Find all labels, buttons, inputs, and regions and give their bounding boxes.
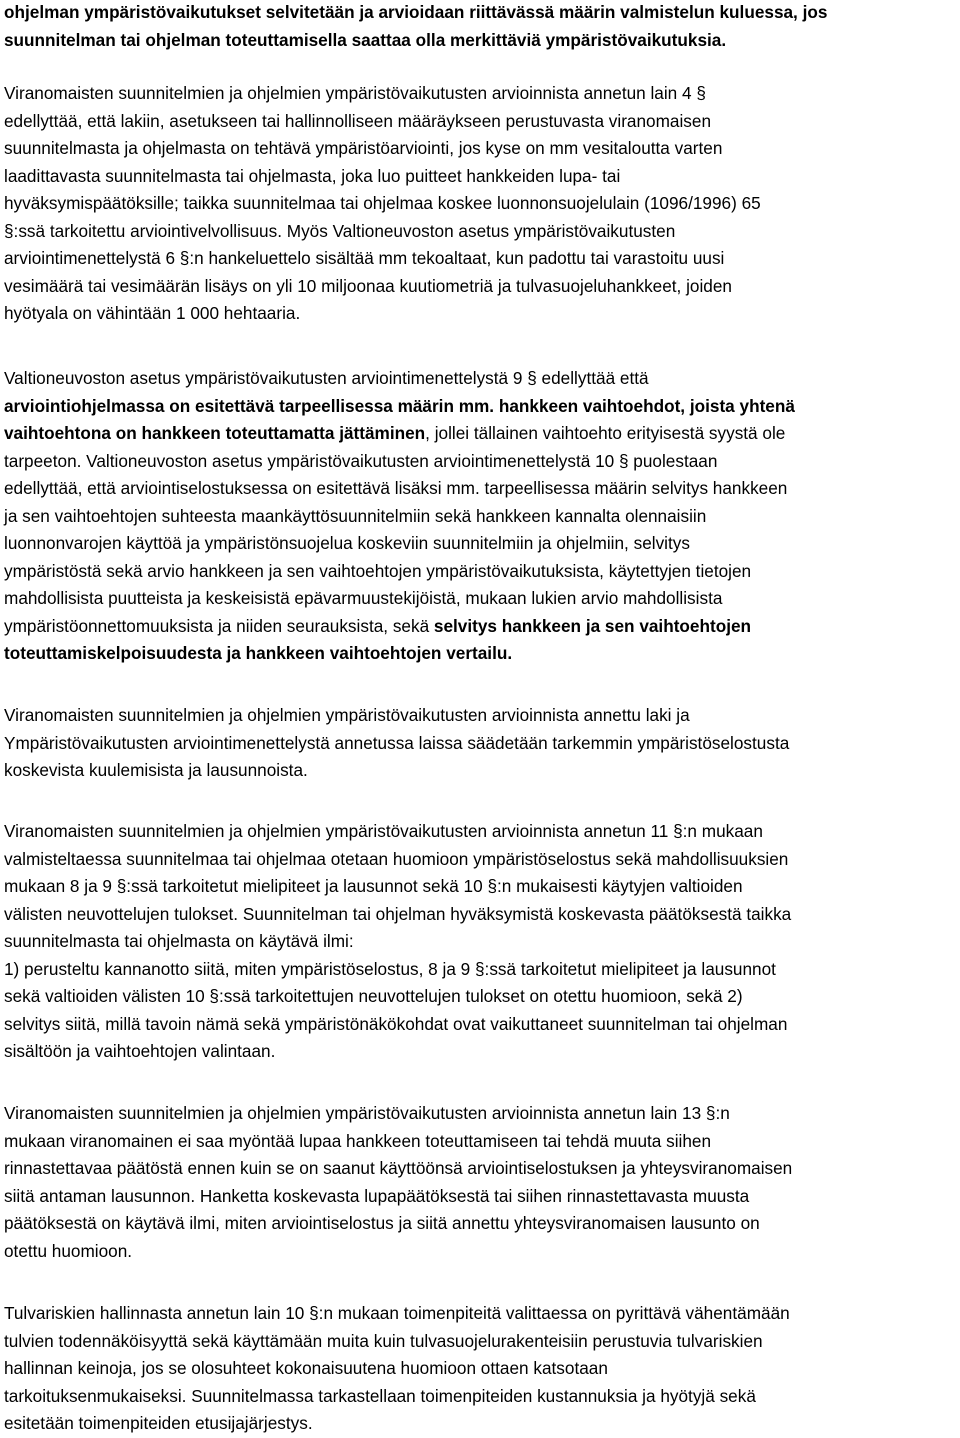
text-line <box>4 1383 958 1411</box>
text-run: siitä antaman lausunnon. Hanketta koskevasta lupapäätöksestä tai siihen rinnastettavasta muusta <box>4 1185 750 1206</box>
text-line <box>4 1038 958 1066</box>
text-line <box>4 448 958 476</box>
bold-text-run: vaihtoehtona on hankkeen toteuttamatta jättäminen <box>4 423 426 443</box>
paragraph-7 <box>4 1300 958 1438</box>
text-line <box>4 108 958 136</box>
text-line <box>4 585 958 613</box>
text-line <box>4 873 958 901</box>
text-line <box>4 0 958 27</box>
text-run: suunnitelmasta tai ohjelmasta on käytävä ilmi: <box>4 931 354 951</box>
text-line <box>4 1355 958 1383</box>
paragraph-1 <box>4 0 958 54</box>
bold-text-run: ohjelman ympäristövaikutukset selvitetään ja arvioidaan riittävässä määrin valmistelun kuluessa, jos <box>4 2 828 22</box>
text-line <box>4 27 958 55</box>
text-run: koskevista kuulemisista ja lausunnoista. <box>4 760 308 780</box>
text-line <box>4 503 958 531</box>
text-run: otettu huomioon. <box>4 1240 133 1261</box>
text-run: mukaan viranomainen ei saa myöntää lupaa hankkeen toteuttamiseen tai tehdä muuta siihen <box>4 1130 712 1151</box>
text-line <box>4 135 958 163</box>
text-run: edellyttää, että arviointiselostuksessa on esitettävä lisäksi mm. tarpeellisessa määrin selvitys hankkeen <box>4 478 788 498</box>
text-line <box>4 613 958 641</box>
text-line <box>4 1128 958 1156</box>
text-run: päätöksestä on käytävä ilmi, miten arviointiselostus ja siitä annettu yhteysviranomaisen lausunto on <box>4 1213 760 1233</box>
text-line <box>4 365 958 393</box>
text-line <box>4 80 958 108</box>
text-run: §:ssä tarkoitettu arviointivelvollisuus. Myös Valtioneuvoston asetus ympäristövaikutusten <box>4 220 676 241</box>
paragraph-3 <box>4 365 958 668</box>
text-run: laadittavasta suunnitelmasta tai ohjelmasta, joka luo puitteet hankkeiden lupa- tai <box>4 165 621 186</box>
text-line <box>4 1100 958 1128</box>
bold-text-run: suunnitelman tai ohjelman toteuttamisella saattaa olla merkittäviä ympäristövaikutuksia. <box>4 29 727 50</box>
text-line <box>4 1238 958 1266</box>
text-line <box>4 1210 958 1238</box>
text-run: valmisteltaessa suunnitelmaa tai ohjelmaa otetaan huomioon ympäristöselostus sekä mahdollisuuksien <box>4 848 789 869</box>
text-run: arviointimenettelystä 6 §:n hankeluettelo sisältää mm tekoaltaat, kun padottu tai varastoitu uusi <box>4 248 725 268</box>
text-line <box>4 956 958 984</box>
bold-text-run: selvitys hankkeen ja sen vaihtoehtojen <box>433 615 752 636</box>
text-run: 1) perusteltu kannanotto siitä, miten ympäristöselostus, 8 ja 9 §:ssä tarkoitetut mielipiteet ja lausunnot <box>4 958 776 979</box>
text-line <box>4 730 958 758</box>
text-line <box>4 1300 958 1328</box>
text-line <box>4 475 958 503</box>
text-run: tarkoituksenmukaiseksi. Suunnitelmassa tarkastellaan toimenpiteiden kustannuksia ja hyötyjä sekä <box>4 1385 756 1406</box>
bold-text-run: toteuttamiskelpoisuudesta ja hankkeen vaihtoehtojen vertailu. <box>4 643 513 663</box>
bold-text-run: arviointiohjelmassa on esitettävä tarpeellisessa määrin mm. hankkeen vaihtoehdot, joista yhtenä <box>4 395 795 416</box>
text-run: ja sen vaihtoehtojen suhteesta maankäyttösuunnitelmiin sekä hankkeen kannalta olennaisiin <box>4 505 707 526</box>
text-run: mukaan 8 ja 9 §:ssä tarkoitetut mielipiteet ja lausunnot sekä 10 §:n mukaisesti käytyjen valtioiden <box>4 876 743 896</box>
text-line <box>4 640 958 668</box>
text-run: sekä valtioiden välisten 10 §:ssä tarkoitettujen neuvottelujen tulokset on otettu huomioon, sekä 2) <box>4 986 743 1006</box>
text-run: välisten neuvottelujen tulokset. Suunnitelman tai ohjelman hyväksymistä koskevasta päätöksestä taikka <box>4 903 792 924</box>
text-run: ympäristöonnettomuuksista ja niiden seurauksista, sekä <box>4 615 434 636</box>
text-run: Tulvariskien hallinnasta annetun lain 10 §:n mukaan toimenpiteitä valittaessa on pyrittävä vähentämään <box>4 1303 790 1323</box>
text-line <box>4 1183 958 1211</box>
text-run: hyötyala on vähintään 1 000 hehtaaria. <box>4 303 301 323</box>
text-line <box>4 420 958 448</box>
text-line <box>4 757 958 785</box>
text-line <box>4 218 958 246</box>
text-line <box>4 300 958 328</box>
text-run: tarpeeton. Valtioneuvoston asetus ympäristövaikutusten arviointimenettelystä 10 § puolestaan <box>4 450 718 471</box>
text-line <box>4 983 958 1011</box>
text-run: edellyttää, että lakiin, asetukseen tai hallinnolliseen määräykseen perustuvasta viranomaisen <box>4 110 712 131</box>
text-run: Viranomaisten suunnitelmien ja ohjelmien ympäristövaikutusten arvioinnista annetun lain 13 §:n <box>4 1103 730 1123</box>
text-line <box>4 901 958 929</box>
text-line <box>4 273 958 301</box>
paragraph-2 <box>4 80 958 328</box>
text-line <box>4 702 958 730</box>
text-run: rinnastettavaa päätöstä ennen kuin se on saanut käyttöönsä arviointiselostuksen ja yhteysviranomaisen <box>4 1158 793 1178</box>
text-line <box>4 846 958 874</box>
text-line <box>4 1011 958 1039</box>
text-run: Viranomaisten suunnitelmien ja ohjelmien ympäristövaikutusten arvioinnista annetun 11 §:n mukaan <box>4 821 763 841</box>
text-run: esitetään toimenpiteiden etusijajärjestys. <box>4 1413 313 1433</box>
text-line <box>4 530 958 558</box>
text-run: , jollei tällainen vaihtoehto erityisestä syystä ole <box>425 423 786 443</box>
text-run: hyväksymispäätöksille; taikka suunnitelmaa tai ohjelmaa koskee luonnonsuojelulain (1096/1996) 65 <box>4 193 761 213</box>
text-line <box>4 190 958 218</box>
text-run: Viranomaisten suunnitelmien ja ohjelmien ympäristövaikutusten arvioinnista annetun lain 4 § <box>4 83 706 103</box>
text-line <box>4 1328 958 1356</box>
text-run: Ympäristövaikutusten arviointimenettelystä annetussa laissa säädetään tarkemmin ympäristöselostusta <box>4 732 790 753</box>
text-run: Valtioneuvoston asetus ympäristövaikutusten arviointimenettelystä 9 § edellyttää että <box>4 368 649 388</box>
text-run: luonnonvarojen käyttöä ja ympäristönsuojelua koskeviin suunnitelmiin ja ohjelmiin, selvitys <box>4 533 690 553</box>
text-line <box>4 1410 958 1438</box>
text-line <box>4 393 958 421</box>
text-line <box>4 163 958 191</box>
text-line <box>4 245 958 273</box>
text-run: mahdollisista puutteista ja keskeisistä epävarmuustekijöistä, mukaan lukien arvio mahdollisista <box>4 588 723 608</box>
text-run: ympäristöstä sekä arvio hankkeen ja sen vaihtoehtojen ympäristövaikutuksista, käytettyjen tietojen <box>4 560 752 581</box>
paragraph-5 <box>4 818 958 1066</box>
text-line <box>4 818 958 846</box>
text-line <box>4 928 958 956</box>
text-run: Viranomaisten suunnitelmien ja ohjelmien ympäristövaikutusten arvioinnista annettu laki ja <box>4 705 690 725</box>
text-run: vesimäärä tai vesimäärän lisäys on yli 10 miljoonaa kuutiometriä ja tulvasuojeluhankkeet, joiden <box>4 275 732 296</box>
text-line <box>4 1155 958 1183</box>
text-line <box>4 558 958 586</box>
paragraph-6 <box>4 1100 958 1265</box>
text-run: tulvien todennäköisyyttä sekä käyttämään muita kuin tulvasuojelurakenteisiin perustuvia tulvariskien <box>4 1330 763 1351</box>
paragraph-4 <box>4 702 958 785</box>
text-run: sisältöön ja vaihtoehtojen valintaan. <box>4 1041 276 1061</box>
text-run: hallinnan keinoja, jos se olosuhteet kokonaisuutena huomioon ottaen katsotaan <box>4 1358 608 1378</box>
text-run: selvitys siitä, millä tavoin nämä sekä ympäristönäkökohdat ovat vaikuttaneet suunnitelman tai ohjelman <box>4 1013 788 1034</box>
text-run: suunnitelmasta ja ohjelmasta on tehtävä ympäristöarviointi, jos kyse on mm vesitaloutta varten <box>4 138 723 158</box>
